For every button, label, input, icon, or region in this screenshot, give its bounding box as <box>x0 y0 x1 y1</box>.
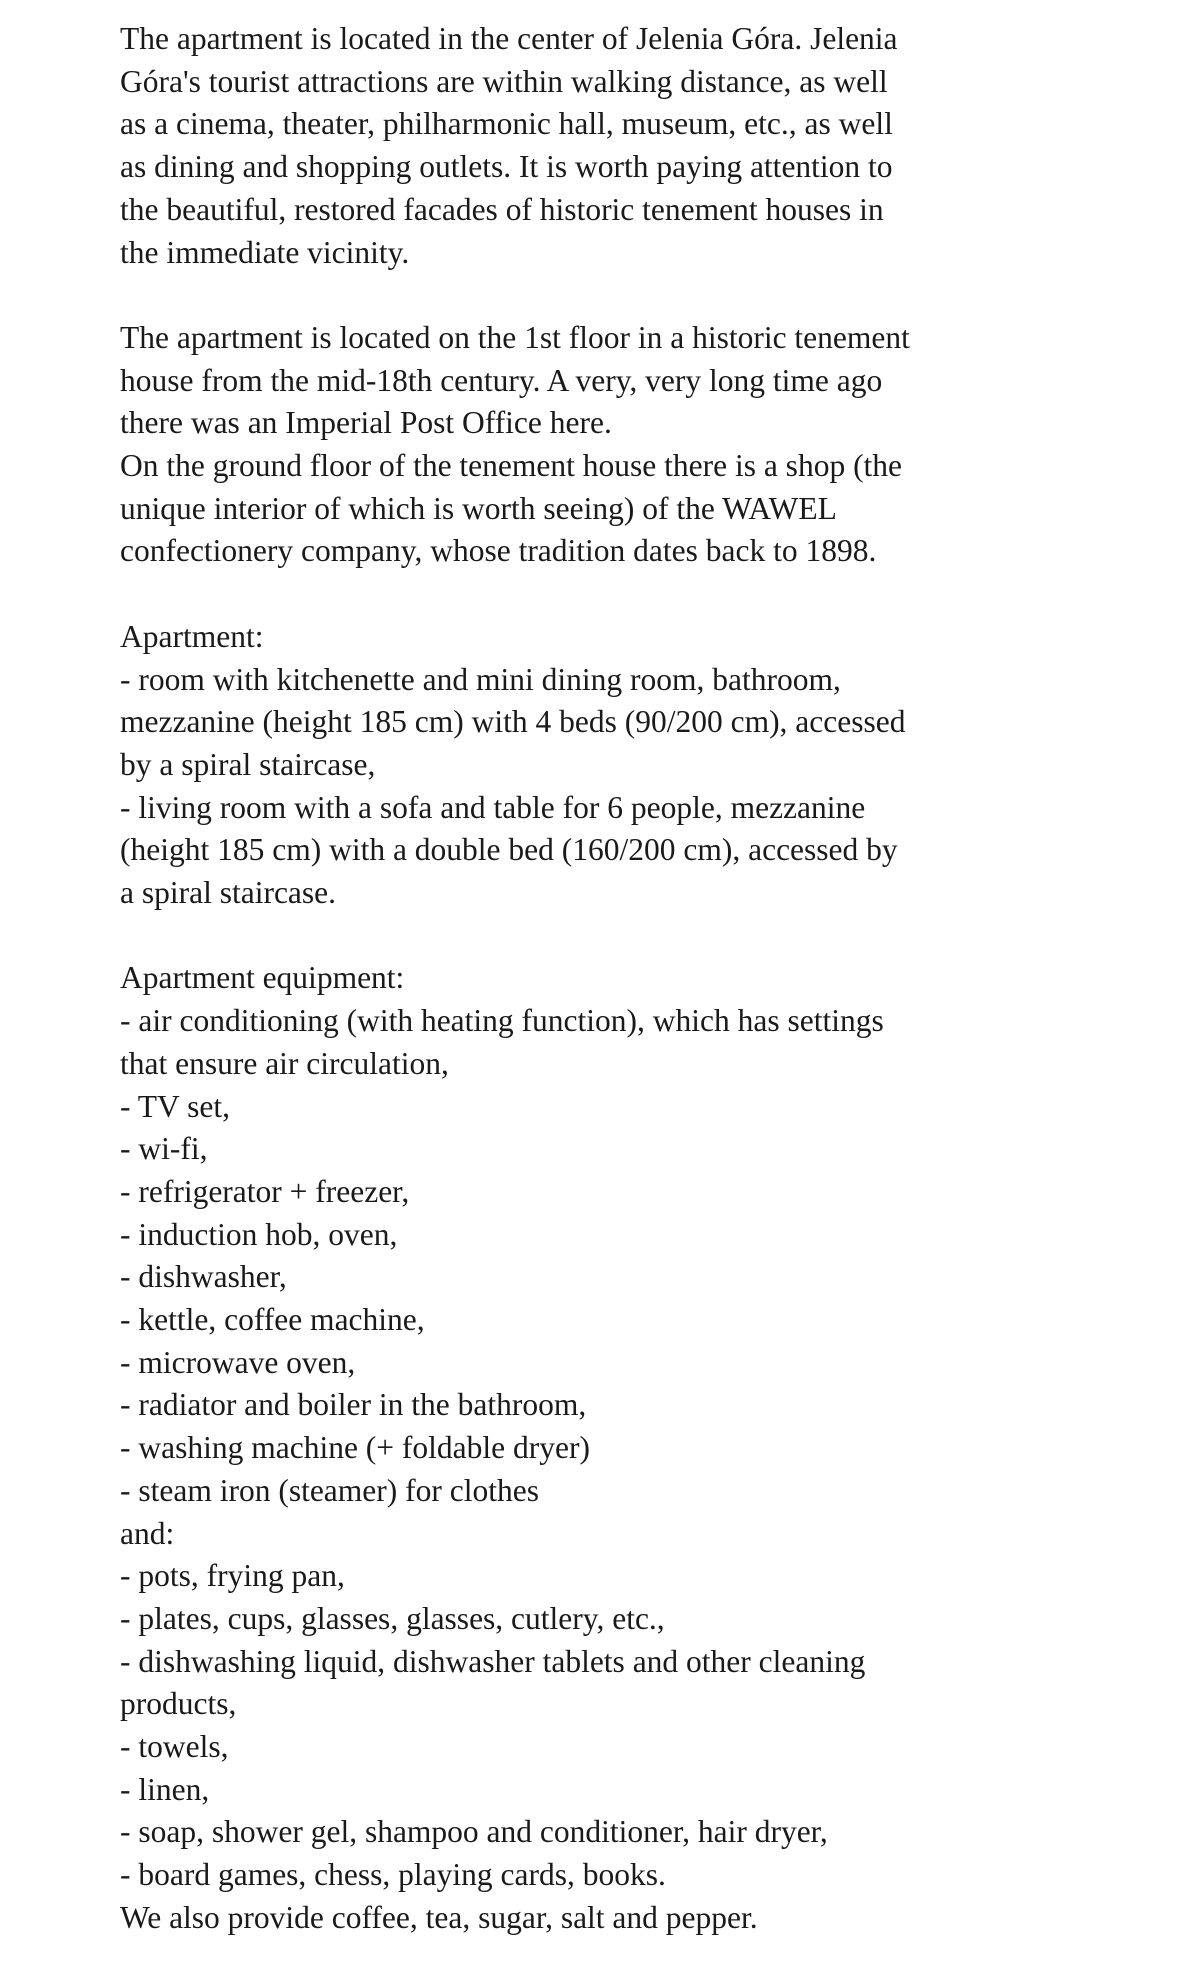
text-line: and: <box>120 1515 175 1551</box>
text-line: unique interior of which is worth seeing) of the WAWEL <box>120 490 837 526</box>
section-heading: Apartment equipment: <box>120 960 405 996</box>
list-item: - air conditioning (with heating function), which has settings <box>120 1003 884 1039</box>
list-item: - kettle, coffee machine, <box>120 1302 425 1338</box>
paragraph-equipment <box>120 957 1120 1939</box>
text-line: there was an Imperial Post Office here. <box>120 405 612 441</box>
list-item: - steam iron (steamer) for clothes <box>120 1472 539 1508</box>
paragraph-location <box>120 18 1120 274</box>
text-line: - room with kitchenette and mini dining room, bathroom, <box>120 661 841 697</box>
list-item: - board games, chess, playing cards, books. <box>120 1857 666 1893</box>
list-item: - pots, frying pan, <box>120 1558 345 1594</box>
paragraph-apartment <box>120 616 1120 915</box>
document-body <box>120 18 1120 1940</box>
list-item: - washing machine (+ foldable dryer) <box>120 1430 590 1466</box>
list-item: - soap, shower gel, shampoo and conditioner, hair dryer, <box>120 1814 828 1850</box>
text-line: as dining and shopping outlets. It is worth paying attention to <box>120 149 893 185</box>
text-line: We also provide coffee, tea, sugar, salt and pepper. <box>120 1899 758 1935</box>
list-item: - microwave oven, <box>120 1344 356 1380</box>
list-item: - radiator and boiler in the bathroom, <box>120 1387 587 1423</box>
text-line: house from the mid-18th century. A very, very long time ago <box>120 362 883 398</box>
list-item: - dishwasher, <box>120 1259 287 1295</box>
text-line: mezzanine (height 185 cm) with 4 beds (90/200 cm), accessed <box>120 704 906 740</box>
text-line: the immediate vicinity. <box>120 234 410 270</box>
list-item: - refrigerator + freezer, <box>120 1173 410 1209</box>
text-line: by a spiral staircase, <box>120 746 376 782</box>
text-line: (height 185 cm) with a double bed (160/200 cm), accessed by <box>120 832 898 868</box>
list-item: that ensure air circulation, <box>120 1045 449 1081</box>
text-line: The apartment is located in the center of Jelenia Góra. Jelenia <box>120 21 898 56</box>
text-line: the beautiful, restored facades of historic tenement houses in <box>120 191 884 227</box>
paragraph-spacer <box>120 573 1120 616</box>
paragraph-spacer <box>120 915 1120 958</box>
list-item: - towels, <box>120 1729 229 1765</box>
list-item: - TV set, <box>120 1088 230 1124</box>
paragraph-spacer <box>120 274 1120 317</box>
text-line: a spiral staircase. <box>120 875 337 911</box>
text-line: - living room with a sofa and table for 6 people, mezzanine <box>120 789 866 825</box>
text-line: confectionery company, whose tradition dates back to 1898. <box>120 533 877 569</box>
list-item: - plates, cups, glasses, glasses, cutlery, etc., <box>120 1600 665 1636</box>
list-item: - wi-fi, <box>120 1131 208 1167</box>
text-line: The apartment is located on the 1st floor in a historic tenement <box>120 319 910 355</box>
paragraph-history <box>120 317 1120 573</box>
text-line: Góra's tourist attractions are within walking distance, as well <box>120 63 888 99</box>
list-item: - dishwashing liquid, dishwasher tablets and other cleaning <box>120 1643 866 1679</box>
text-line: as a cinema, theater, philharmonic hall, museum, etc., as well <box>120 106 893 142</box>
text-line: On the ground floor of the tenement house there is a shop (the <box>120 448 903 484</box>
list-item: - induction hob, oven, <box>120 1216 398 1252</box>
list-item: - linen, <box>120 1771 210 1807</box>
list-item: products, <box>120 1686 237 1722</box>
section-heading: Apartment: <box>120 618 264 654</box>
